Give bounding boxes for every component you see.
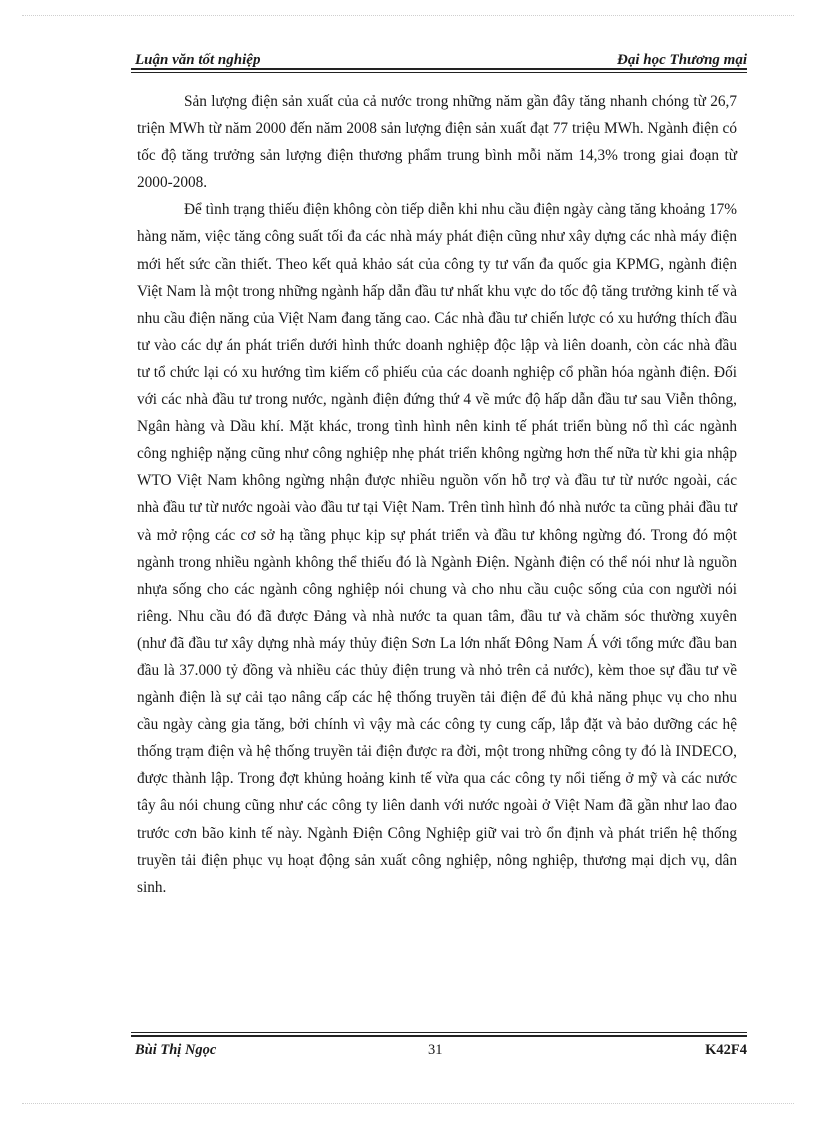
page-top-border [22,15,794,16]
footer-divider-thin [131,1032,747,1033]
footer-page-number: 31 [428,1042,443,1058]
header-university-label: Đại học Thương mại [617,52,747,68]
footer-class-code: K42F4 [705,1042,747,1058]
header-divider-thin [131,72,747,73]
header-thesis-label: Luận văn tốt nghiệp [135,52,261,68]
header-divider-thick [131,68,747,70]
footer-divider-thick [131,1035,747,1037]
paragraph-electricity-output: Sản lượng điện sản xuất của cả nước trong những năm gần đây tăng nhanh chóng từ 26,7 triện MWh từ năm 2000 đến năm 2008 sản lượng điện sản xuất đạt 77 triệu MWh. Ngành điện có tốc độ tăng trưởng sản lượng điện thương phẩm trung bình mỗi năm 14,3% trong giai đoạn từ 2000-2008. [137,93,737,192]
page-footer [135,1040,747,1060]
footer-author: Bùi Thị Ngọc [135,1042,217,1058]
page-bottom-border [22,1103,794,1104]
document-body [137,88,737,901]
paragraph-investment-context: Để tình trạng thiếu điện không còn tiếp diễn khi nhu cầu điện ngày càng tăng khoảng 17% hàng năm, việc tăng công suất tối đa các nhà máy phát điện cũng như xây dựng các nhà máy điện mới hết sức cần thiết. Theo kết quả khảo sát của công ty tư vấn đa quốc gia KPMG, ngành điện Việt Nam là một trong những ngành hấp dẫn đầu tư nhất khu vực do tốc độ tăng trưởng kinh tế và nhu cầu điện năng của Việt Nam đang tăng cao. Các nhà đầu tư chiến lược có xu hướng thích đầu tư vào các dự án phát triển dưới hình thức doanh nghiệp độc lập và liên doanh, còn các nhà đầu tư tổ chức lại có xu hướng tìm kiếm cổ phiếu của các doanh nghiệp cổ phần hóa ngành điện. Đối với các nhà đầu tư trong nước, ngành điện đứng thứ 4 về mức độ hấp dẫn đầu tư sau Viễn thông, Ngân hàng và Dầu khí. Mặt khác, trong tình hình nên kinh tế phát triển bùng nổ thì các ngành công nghiệp nặng cũng như công nghiệp nhẹ phát triển không ngừng hơn thế nữa từ khi gia nhập WTO Việt Nam không ngừng nhận được nhiều nguồn vốn hỗ trợ và đầu tư từ nước ngoài, các nhà đầu tư từ nước ngoài vào đầu tư tại Việt Nam. Trên tình hình đó nhà nước ta cũng phải đầu tư và mở rộng các cơ sở hạ tầng phục kịp sự phát triển và đầu tư không ngừng đó. Trong đó một ngành trong nhiều ngành không thể thiếu đó là Ngành Điện. Ngành điện có thể nói như là nguồn nhựa sống cho các ngành công nghiệp nói chung và cho nhu cầu cuộc sống của con người nói riêng. Nhu cầu đó đã được Đảng và nhà nước ta quan tâm, đầu tư và chăm sóc thường xuyên (như đã đầu tư xây dựng nhà máy thủy điện Sơn La lớn nhất Đông Nam Á với tổng mức đầu ban đầu là 37.000 tỷ đồng và nhiều các thủy điện trung và nhỏ trên cả nước), kèm thoe sự đầu tư về ngành điện là sự cải tạo nâng cấp các hệ thống truyền tải điện để đủ khả năng phục vụ cho nhu cầu ngày càng gia tăng, bởi chính vì vậy mà các công ty cung cấp, lắp đặt và bảo dưỡng các hệ thống trạm điện và hệ thống truyền tải điện được ra đời, một trong những công ty đó là INDECO, được thành lập. Trong đợt khủng hoảng kinh tế vừa qua các công ty nổi tiếng ở mỹ và các nước tây âu nói chung cũng như các công ty liên danh với nước ngoài ở Việt Nam đã gần như lao đao trước cơn bão kinh tế này. Ngành Điện Công Nghiệp giữ vai trò ổn định và phát triển hệ thống truyền tải điện phục vụ hoạt động sản xuất công nghiệp, nông nghiệp, thương mại dịch vụ, dân sinh. [137,201,737,896]
